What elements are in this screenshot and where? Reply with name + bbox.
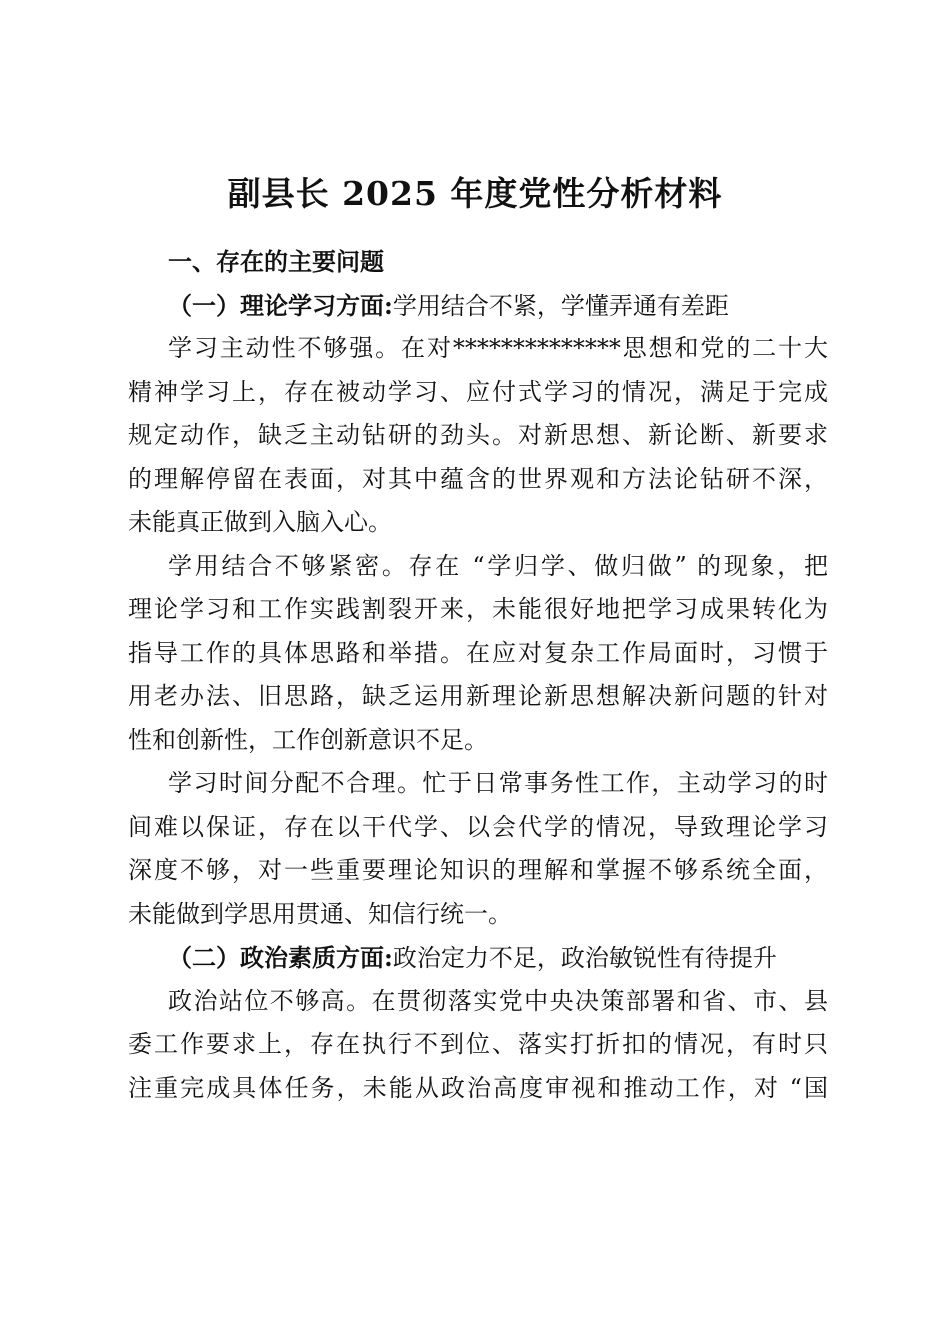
document-title: 副县长 2025 年度党性分析材料 [227,174,723,213]
paragraph-line: 学习主动性不够强。在对**************思想和党的二十大 [168,334,828,362]
paragraph-line: 指导工作的具体思路和举措。在应对复杂工作局面时，习惯于 [128,638,828,667]
paragraph-line: 理论学习和工作实践割裂开来，未能很好地把学习成果转化为 [128,595,828,623]
paragraph-line: 精神学习上，存在被动学习、应付式学习的情况，满足于完成 [128,377,828,406]
document-body [128,240,828,1110]
subsection-text: 政治定力不足，政治敏锐性有待提升 [392,944,777,972]
subsection-text: 学用结合不紧，学懂弄通有差距 [392,291,729,320]
paragraph [128,327,828,545]
paragraph-line: 注重完成具体任务，未能从政治高度审视和推动工作，对 “国 [128,1073,828,1102]
subsection-label: （二）政治素质方面: [168,943,393,972]
paragraph-line: 深度不够，对一些重要理论知识的理解和掌握不够系统全面， [128,856,828,884]
section-heading: 一、存在的主要问题 [168,247,384,276]
paragraph-line: 学习时间分配不合理。忙于日常事务性工作，主动学习的时 [168,769,828,797]
paragraph-line: 政治站位不够高。在贯彻落实党中央决策部署和省、市、县 [168,986,828,1015]
paragraph-line: 委工作要求上，存在执行不到位、落实打折扣的情况，有时只 [128,1030,828,1058]
subsection-label: （一）理论学习方面: [168,290,393,320]
paragraph-line: 学用结合不够紧密。存在 “学归学、做归做” 的现象，把 [168,551,828,580]
paragraph-line: 间难以保证，存在以干代学、以会代学的情况，导致理论学习 [128,812,828,841]
paragraph [128,545,828,763]
paragraph-line: 规定动作，缺乏主动钻研的劲头。对新思想、新论断、新要求 [128,421,828,449]
subsection-heading [128,936,828,980]
paragraph-line: 用老办法、旧思路，缺乏运用新理论新思想解决新问题的针对 [128,682,828,710]
paragraph-line: 未能做到学思用贯通、知信行统一。 [128,899,512,928]
paragraph-line: 的理解停留在表面，对其中蕴含的世界观和方法论钻研不深， [128,464,828,493]
paragraph [128,980,828,1111]
paragraph [128,762,828,936]
subsection-heading [128,284,828,328]
paragraph-line: 未能真正做到入脑入心。 [128,508,392,536]
paragraph-line: 性和创新性，工作创新意识不足。 [128,725,488,754]
